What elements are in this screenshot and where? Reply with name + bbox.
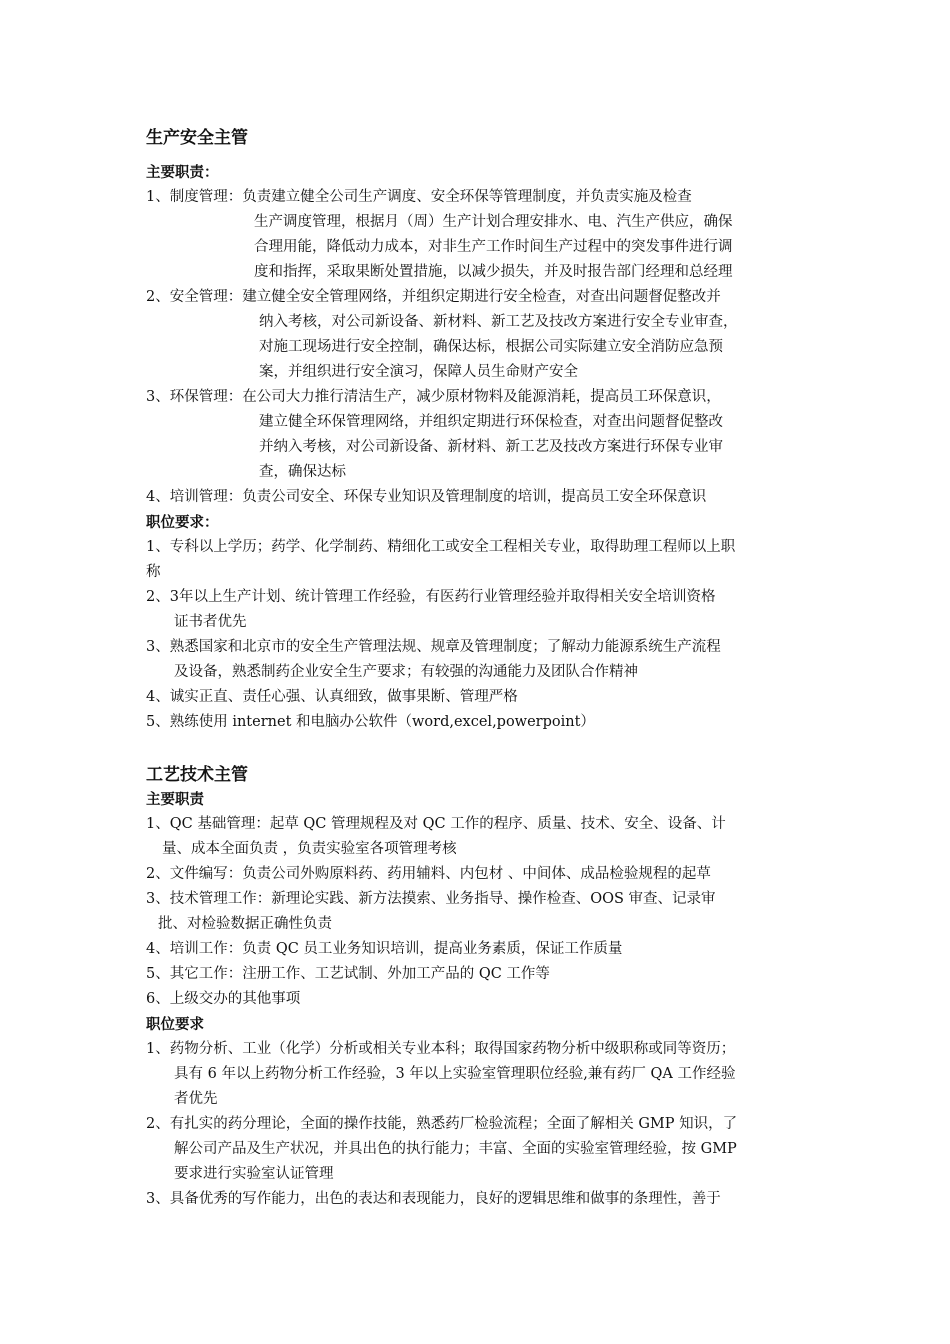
item-first-line: 4、培训工作：负责 QC 员工业务知识培训，提高业务素质，保证工作质量 [146, 941, 623, 957]
duty-item [146, 285, 826, 385]
item-first-line: 3、具备优秀的写作能力，出色的表达和表现能力，良好的逻辑思维和做事的条理性，善于 [146, 1191, 721, 1207]
requirement-item [146, 535, 826, 585]
item-continuation: 量、成本全面负责 ，负责实验室各项管理考核 [162, 841, 457, 857]
item-continuation: 对施工现场进行安全控制，确保达标，根据公司实际建立安全消防应急预 [259, 339, 723, 355]
item-continuation: 证书者优先 [174, 614, 247, 630]
item-first-line: 2、有扎实的药分理论，全面的操作技能，熟悉药厂检验流程；全面了解相关 GMP 知识，了 [146, 1116, 738, 1132]
duty-item [146, 185, 826, 285]
item-continuation: 要求进行实验室认证管理 [174, 1166, 334, 1182]
duty-item [146, 987, 826, 1012]
item-continuation: 具有 6 年以上药物分析工作经验，3 年以上实验室管理职位经验,兼有药厂 QA 工作经验 [174, 1066, 736, 1082]
duty-item [146, 887, 826, 937]
item-continuation: 称 [146, 564, 161, 580]
item-continuation: 合理用能，降低动力成本，对非生产工作时间生产过程中的突发事件进行调 [254, 239, 733, 255]
requirement-item [146, 635, 826, 685]
section-title: 工艺技术主管 [146, 765, 248, 785]
item-continuation: 建立健全环保管理网络，并组织定期进行环保检查，对查出问题督促整改 [259, 414, 723, 430]
item-continuation: 生产调度管理，根据月（周）生产计划合理安排水、电、汽生产供应，确保 [254, 214, 733, 230]
requirement-item [146, 1187, 826, 1212]
item-first-line: 4、培训管理：负责公司安全、环保专业知识及管理制度的培训，提高员工安全环保意识 [146, 489, 707, 505]
requirement-item [146, 585, 826, 635]
item-first-line: 3、熟悉国家和北京市的安全生产管理法规、规章及管理制度；了解动力能源系统生产流程 [146, 639, 721, 655]
item-first-line: 4、诚实正直、责任心强、认真细致，做事果断、管理严格 [146, 689, 518, 705]
item-continuation: 度和指挥，采取果断处置措施，以减少损失，并及时报告部门经理和总经理 [254, 264, 733, 280]
requirements-heading: 职位要求 [146, 1016, 204, 1033]
item-first-line: 5、熟练使用 internet 和电脑办公软件（word,excel,powerpoint） [146, 714, 595, 730]
item-first-line: 1、QC 基础管理：起草 QC 管理规程及对 QC 工作的程序、质量、技术、安全、设备、计 [146, 816, 726, 832]
item-first-line: 3、技术管理工作：新理论实践、新方法摸索、业务指导、操作检查、OOS 审查、记录审 [146, 891, 716, 907]
item-continuation: 查，确保达标 [259, 464, 346, 480]
item-continuation: 批、对检验数据正确性负责 [158, 916, 332, 932]
item-first-line: 6、上级交办的其他事项 [146, 991, 301, 1007]
item-continuation: 者优先 [174, 1091, 218, 1107]
requirement-item [146, 1112, 826, 1187]
requirement-item [146, 685, 826, 710]
duty-item [146, 485, 826, 510]
duties-heading: 主要职责 [146, 791, 204, 808]
item-first-line: 1、专科以上学历；药学、化学制药、精细化工或安全工程相关专业，取得助理工程师以上职 [146, 539, 736, 555]
duty-item [146, 812, 826, 862]
duty-item [146, 937, 826, 962]
duty-item [146, 962, 826, 987]
item-continuation: 解公司产品及生产状况，并具出色的执行能力；丰富、全面的实验室管理经验，按 GMP [174, 1141, 737, 1157]
item-first-line: 2、文件编写：负责公司外购原料药、药用辅料、内包材 、中间体、成品检验规程的起草 [146, 866, 711, 882]
item-first-line: 2、3年以上生产计划、统计管理工作经验，有医药行业管理经验并取得相关安全培训资格 [146, 589, 716, 605]
item-first-line: 5、其它工作：注册工作、工艺试制、外加工产品的 QC 工作等 [146, 966, 550, 982]
requirement-item [146, 1037, 826, 1112]
item-continuation: 及设备，熟悉制药企业安全生产要求；有较强的沟通能力及团队合作精神 [174, 664, 638, 680]
item-continuation: 案，并组织进行安全演习，保障人员生命财产安全 [259, 364, 578, 380]
duty-item [146, 862, 826, 887]
item-first-line: 1、药物分析、工业（化学）分析或相关专业本科；取得国家药物分析中级职称或同等资历； [146, 1041, 736, 1057]
item-first-line: 3、环保管理：在公司大力推行清洁生产，减少原材物料及能源消耗，提高员工环保意识， [146, 389, 721, 405]
item-first-line: 1、制度管理：负责建立健全公司生产调度、安全环保等管理制度，并负责实施及检查 [146, 189, 692, 205]
item-continuation: 并纳入考核，对公司新设备、新材料、新工艺及技改方案进行环保专业审 [259, 439, 723, 455]
document-body [146, 126, 826, 1212]
duties-heading: 主要职责： [146, 164, 219, 181]
item-first-line: 2、安全管理：建立健全安全管理网络，并组织定期进行安全检查，对查出问题督促整改并 [146, 289, 721, 305]
requirement-item [146, 710, 826, 735]
item-continuation: 纳入考核，对公司新设备、新材料、新工艺及技改方案进行安全专业审查， [259, 314, 738, 330]
section-title: 生产安全主管 [146, 128, 248, 148]
requirements-heading: 职位要求： [146, 514, 219, 531]
duty-item [146, 385, 826, 485]
